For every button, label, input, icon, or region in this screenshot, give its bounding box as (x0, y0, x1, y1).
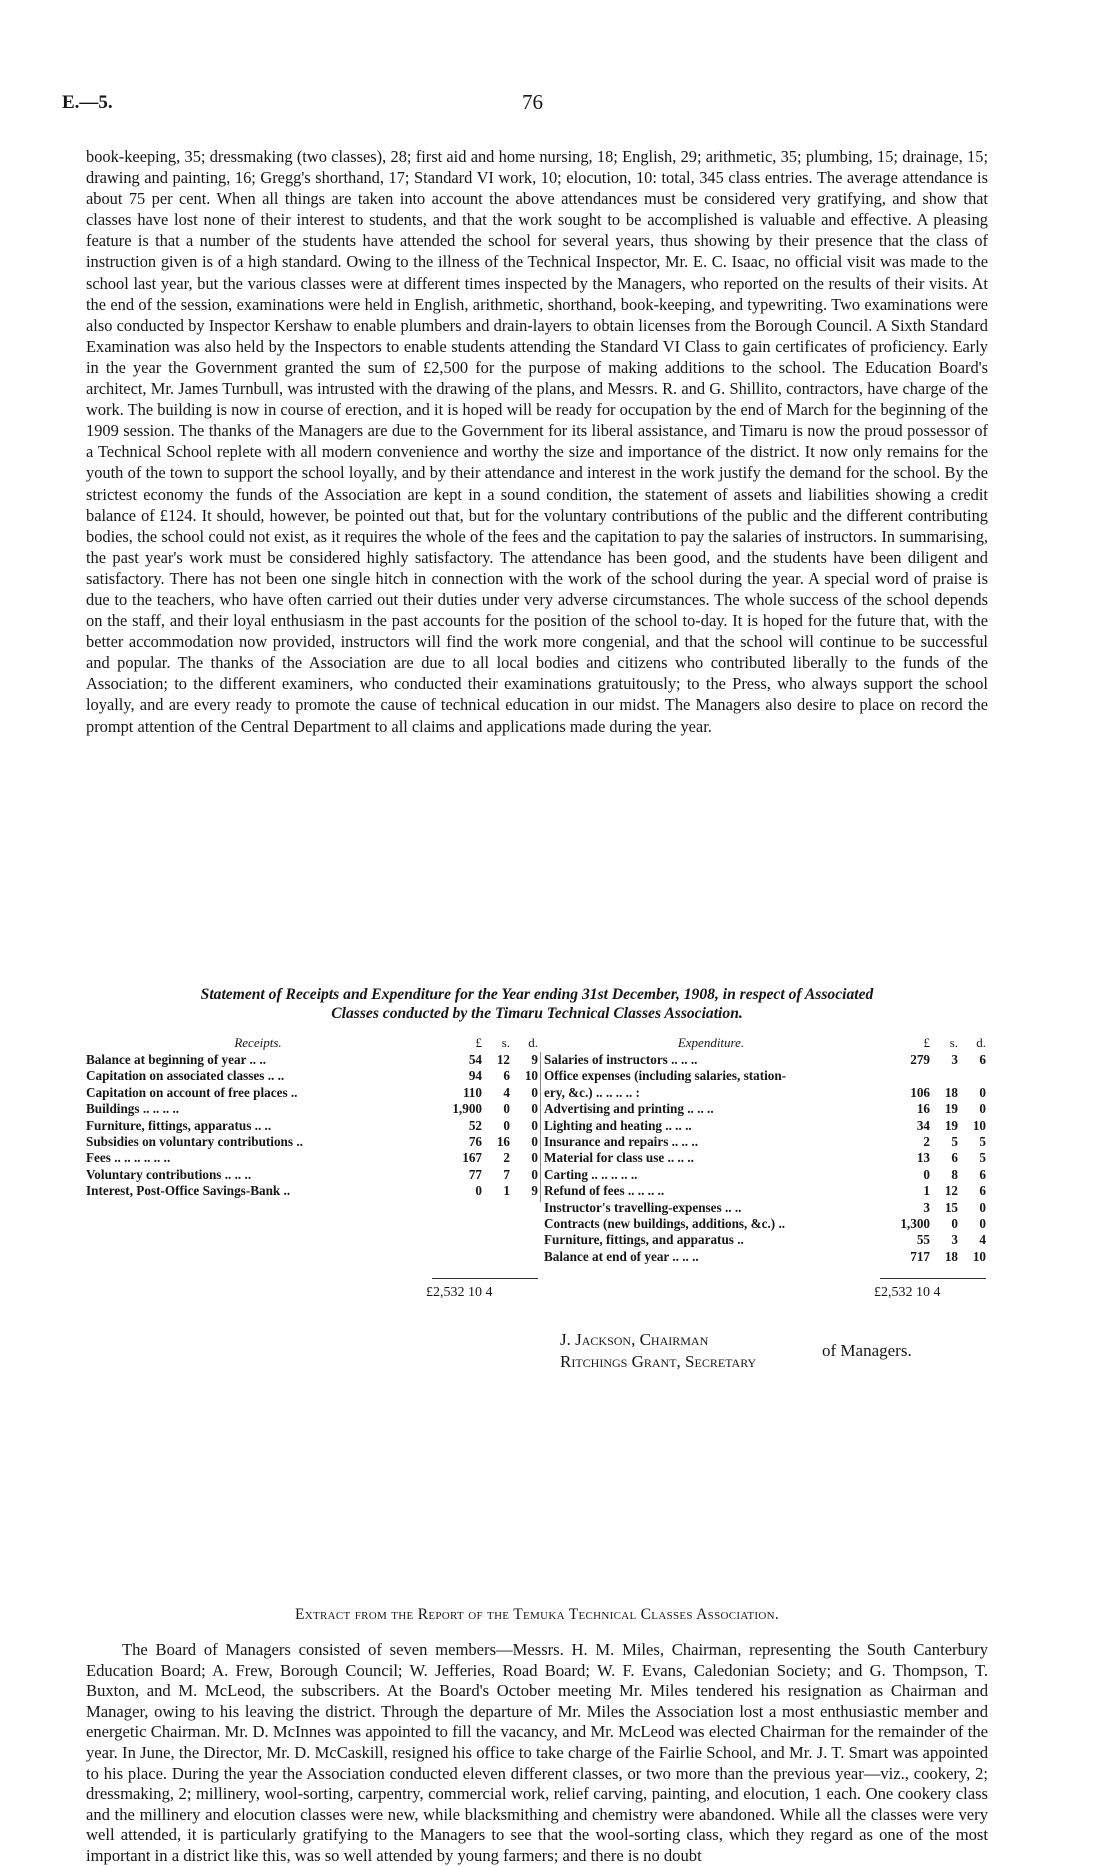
expenditure-pounds: 16 (916, 1101, 930, 1117)
expenditure-row (544, 1101, 988, 1117)
receipts-total: £2,532 10 4 (426, 1285, 493, 1300)
expenditure-shillings: 15 (944, 1199, 958, 1215)
receipts-amount (430, 1167, 540, 1183)
expenditure-amount (878, 1068, 988, 1084)
receipts-amount (430, 1134, 540, 1150)
expenditure-amount (878, 1183, 988, 1199)
receipts-shillings: 12 (496, 1052, 510, 1067)
expenditure-item-label: Office expenses (including salaries, station- (544, 1068, 787, 1084)
expenditure-pounds: 3 (923, 1199, 930, 1215)
receipts-pence: 0 (531, 1166, 538, 1182)
receipts-shillings: 2 (503, 1150, 510, 1166)
expenditure-item-label: Balance at end of year .. .. .. (544, 1248, 699, 1264)
expenditure-amount (878, 1232, 988, 1248)
receipts-item-label: Subsidies on voluntary contributions .. (86, 1133, 303, 1149)
receipts-item-label: Voluntary contributions .. .. .. (86, 1166, 252, 1182)
receipts-rows (86, 1052, 540, 1200)
expenditure-item-label: Furniture, fittings, and apparatus .. (544, 1232, 744, 1248)
expenditure-pounds: 2 (923, 1133, 930, 1149)
expenditure-item-label: Instructor's travelling-expenses .. .. (544, 1199, 742, 1215)
receipts-amount (430, 1101, 540, 1117)
receipts-shillings: 4 (503, 1084, 510, 1100)
expenditure-row (544, 1085, 988, 1101)
signature-chairman: J. Jackson, Chairman (560, 1330, 709, 1349)
expenditure-pounds (878, 1068, 930, 1084)
expenditure-amount (878, 1200, 988, 1216)
expenditure-pence: 10 (972, 1248, 986, 1264)
expenditure-amount (878, 1134, 988, 1150)
expenditure-shillings: 0 (951, 1215, 958, 1231)
expenditure-shillings: 18 (944, 1248, 958, 1264)
expenditure-item-label: Lighting and heating .. .. .. (544, 1117, 692, 1133)
expenditure-amount (878, 1101, 988, 1117)
receipts-amount (430, 1150, 540, 1166)
pounds-header: £ (475, 1035, 482, 1050)
pence-header: d. (528, 1035, 538, 1050)
receipts-row (86, 1167, 540, 1183)
receipts-amount (430, 1085, 540, 1101)
expenditure-pence: 4 (979, 1232, 986, 1248)
expenditure-row (544, 1118, 988, 1134)
receipts-pounds: 0 (475, 1183, 482, 1199)
expenditure-row (544, 1134, 988, 1150)
receipts-row (86, 1068, 540, 1084)
receipts-heading: Receipts. (234, 1035, 282, 1050)
receipts-pounds: 110 (462, 1084, 482, 1100)
expenditure-pence: 0 (979, 1215, 986, 1231)
receipts-shillings: 6 (503, 1068, 510, 1084)
receipts-row (86, 1101, 540, 1117)
page-number: 76 (522, 90, 543, 114)
signature-of-managers: of Managers. (822, 1341, 912, 1360)
expenditure-pounds: 717 (910, 1248, 930, 1264)
receipts-amount (430, 1052, 540, 1068)
expenditure-pence: 0 (979, 1084, 986, 1100)
expenditure-item-label: Refund of fees .. .. .. .. (544, 1183, 665, 1199)
receipts-item-label: Furniture, fittings, apparatus .. .. (86, 1117, 272, 1133)
receipts-pounds: 76 (468, 1133, 482, 1149)
table-divider (540, 1052, 541, 1202)
expenditure-item-label: Material for class use .. .. .. (544, 1150, 694, 1166)
receipts-row (86, 1085, 540, 1101)
signature-secretary: Ritchings Grant, Secretary (560, 1352, 757, 1371)
expenditure-table (544, 1035, 988, 1265)
expenditure-shillings: 19 (944, 1117, 958, 1133)
expenditure-header (544, 1035, 988, 1052)
expenditure-row (544, 1150, 988, 1166)
receipts-pounds: 167 (462, 1150, 482, 1166)
expenditure-pounds: 55 (916, 1232, 930, 1248)
expenditure-row (544, 1249, 988, 1265)
expenditure-total: £2,532 10 4 (874, 1285, 941, 1300)
expenditure-pence: 5 (979, 1150, 986, 1166)
expenditure-row (544, 1183, 988, 1199)
receipts-header (86, 1035, 540, 1052)
receipts-row (86, 1183, 540, 1199)
receipts-pence: 0 (531, 1150, 538, 1166)
expenditure-heading: Expenditure. (677, 1035, 745, 1050)
expenditure-amount (878, 1052, 988, 1068)
expenditure-pence: 6 (979, 1052, 986, 1067)
receipts-amount (430, 1183, 540, 1199)
receipts-amount (430, 1118, 540, 1134)
expenditure-pence: 6 (979, 1166, 986, 1182)
receipts-pence: 9 (531, 1183, 538, 1199)
expenditure-pounds: 279 (910, 1052, 930, 1067)
expenditure-rows (544, 1052, 988, 1265)
expenditure-shillings: 6 (951, 1150, 958, 1166)
expenditure-pence: 5 (979, 1133, 986, 1149)
page-header-code: E.—5. (62, 92, 113, 113)
receipts-item-label: Buildings .. .. .. .. (86, 1101, 180, 1117)
expenditure-amount (878, 1249, 988, 1265)
receipts-shillings: 1 (503, 1183, 510, 1199)
expenditure-pounds: 1,300 (900, 1215, 930, 1231)
expenditure-shillings (930, 1068, 958, 1084)
expenditure-item-label: ery, &c.) .. .. .. .. : (544, 1084, 640, 1100)
receipts-item-label: Fees .. .. .. .. .. .. (86, 1150, 171, 1166)
shillings-header: s. (501, 1035, 510, 1050)
currency-header (878, 1035, 988, 1052)
expenditure-pence: 0 (979, 1101, 986, 1117)
receipts-amount (430, 1068, 540, 1084)
receipts-pence: 9 (531, 1052, 538, 1067)
receipts-pence: 0 (531, 1101, 538, 1117)
expenditure-shillings: 3 (951, 1052, 958, 1067)
expenditure-shillings: 12 (944, 1183, 958, 1199)
expenditure-shillings: 8 (951, 1166, 958, 1182)
statement-title (86, 985, 988, 1023)
expenditure-row (544, 1068, 988, 1084)
statement-title-line-2: Classes conducted by the Timaru Technical Classes Association. (331, 1005, 743, 1022)
expenditure-pence: 10 (972, 1117, 986, 1133)
expenditure-pounds: 34 (916, 1117, 930, 1133)
expenditure-shillings: 19 (944, 1101, 958, 1117)
expenditure-pence (958, 1068, 986, 1084)
receipts-shillings: 16 (496, 1133, 510, 1149)
expenditure-amount (878, 1216, 988, 1232)
expenditure-item-label: Contracts (new buildings, additions, &c.) .. (544, 1215, 786, 1231)
expenditure-item-label: Carting .. .. .. .. .. (544, 1166, 638, 1182)
expenditure-row (544, 1216, 988, 1232)
receipts-pounds: 52 (468, 1117, 482, 1133)
receipts-pence: 0 (531, 1117, 538, 1133)
expenditure-amount (878, 1118, 988, 1134)
receipts-pounds: 94 (468, 1068, 482, 1084)
expenditure-pence: 0 (979, 1199, 986, 1215)
statement-title-line-1: Statement of Receipts and Expenditure for the Year ending 31st December, 1908, in respect of Associated (200, 986, 874, 1003)
receipts-table (86, 1035, 540, 1200)
expenditure-item-label: Salaries of instructors .. .. .. (544, 1052, 698, 1067)
receipts-pounds: 54 (468, 1052, 482, 1067)
expenditure-total-rule (880, 1278, 986, 1279)
expenditure-item-label: Insurance and repairs .. .. .. (544, 1133, 698, 1149)
receipts-row (86, 1134, 540, 1150)
pence-header: d. (976, 1035, 986, 1050)
expenditure-pence: 6 (979, 1183, 986, 1199)
expenditure-pounds: 0 (923, 1166, 930, 1182)
receipts-pence: 10 (524, 1068, 538, 1084)
expenditure-pounds: 106 (910, 1084, 930, 1100)
expenditure-pounds: 13 (916, 1150, 930, 1166)
expenditure-shillings: 3 (951, 1232, 958, 1248)
pounds-header: £ (923, 1035, 930, 1050)
receipts-item-label: Capitation on account of free places .. (86, 1084, 298, 1100)
expenditure-row (544, 1232, 988, 1248)
receipts-item-label: Interest, Post-Office Savings-Bank .. (86, 1183, 291, 1199)
expenditure-shillings: 18 (944, 1084, 958, 1100)
body-paragraph-1: book-keeping, 35; dressmaking (two classes), 28; first aid and home nursing, 18; English, 29; arithmetic, 35; plumbing, 15; drainage, 15; drawing and painting, 16; Gregg's shorthand, 17; Standard VI work, 10; elocution, 10: total, 345 class entries. The average attendance is about 75 per cent. When all things are taken into account the above attendances must be considered very gratifying, and show that classes have lost none of their interest to students, and that the work sought to be accomplished is valuable and effective. A pleasing feature is that a number of the students have attended the school for several years, thus showing by their presence that the class of instruction given is of a high standard. Owing to the illness of the Technical Inspector, Mr. E. C. Isaac, no official visit was made to the school last year, but the various classes were at different times inspected by the Managers, who reported on the results of their visits. At the end of the session, examinations were held in English, arithmetic, shorthand, book-keeping, and typewriting. Two examinations were also conducted by Inspector Kershaw to enable plumbers and drain-layers to obtain licenses from the Borough Council. A Sixth Standard Examination was also held by the Inspectors to enable students attending the Standard VI Class to gain certificates of proficiency. Early in the year the Government granted the sum of £2,500 for the purpose of making additions to the school. The Education Board's architect, Mr. James Turnbull, was intrusted with the drawing of the plans, and Messrs. R. and G. Shillito, contractors, have charge of the work. The building is now in course of erection, and it is hoped will be ready for occupation by the end of March for the beginning of the 1909 session. The thanks of the Managers are due to the Government for its liberal assistance, and Timaru is now the proud possessor of a Technical School replete with all modern convenience and worthy the size and importance of the district. It now only remains for the youth of the town to support the school loyally, and by their attendance and interest in the work justify the demand for the school. By the strictest economy the funds of the Association are kept in a sound condition, the statement of assets and liabilities showing a credit balance of £124. It should, however, be pointed out that, but for the voluntary contributions of the public and the different contributing bodies, the school could not exist, as it requires the whole of the fees and the capitation to pay the salaries of instructors. In summarising, the past year's work must be considered highly satisfactory. The attendance has been good, and the students have been diligent and satisfactory. There has not been one single hitch in connection with the work of the school during the year. A special word of praise is due to the teachers, who have often carried out their duties under very adverse circumstances. The whole success of the school depends on the staff, and their loyal enthusiasm in the past accounts for the position of the school to-day. It is hoped for the future that, with the better accommodation now provided, instructors will find the work more congenial, and that the school will continue to be successful and popular. The thanks of the Association are due to all local bodies and citizens who contributed liberally to the funds of the Association; to the different examiners, who conducted their examinations gratuitously; to the Press, who always support the school loyally, and are every ready to promote the cause of technical education in our midst. The Managers also desire to place on record the prompt attention of the Central Department to all claims and applications made during the year. (86, 147, 988, 736)
receipts-pounds: 77 (468, 1166, 482, 1182)
expenditure-row (544, 1200, 988, 1216)
body-paragraph-2: The Board of Managers consisted of seven members—Messrs. H. M. Miles, Chairman, representing the South Canterbury Education Board; A. Frew, Borough Council; W. Jefferies, Road Board; W. F. Evans, Caledonian Society; and G. Thompson, T. Buxton, and M. McLeod, the subscribers. At the Board's October meeting Mr. Miles tendered his resignation as Chairman and Manager, owing to his leaving the district. Through the departure of Mr. Miles the Association lost a most enthusiastic member and energetic Chairman. Mr. D. McInnes was appointed to fill the vacancy, and Mr. McLeod was elected Chairman for the remainder of the year. In June, the Director, Mr. D. McCaskill, resigned his office to take charge of the Fairlie School, and Mr. J. T. Smart was appointed to his place. During the year the Association conducted eleven different classes, or two more than the previous year—viz., cookery, 2; dressmaking, 2; millinery, wool-sorting, carpentry, commercial work, relief carving, painting, and elocution, 1 each. One cookery class and the millinery and elocution classes were new, while blacksmithing and chemistry were abandoned. While all the classes were very well attended, it is particularly gratifying to the Managers to see that the wool-sorting class, which they regard as one of the most important in a district like this, was so well attended by young farmers; and there is no doubt (86, 1640, 988, 1865)
receipts-shillings: 0 (503, 1117, 510, 1133)
receipts-pounds: 1,900 (452, 1101, 482, 1117)
receipts-shillings: 7 (503, 1166, 510, 1182)
expenditure-shillings: 5 (951, 1133, 958, 1149)
receipts-row (86, 1118, 540, 1134)
expenditure-pounds: 1 (923, 1183, 930, 1199)
receipts-pence: 0 (531, 1084, 538, 1100)
receipts-row (86, 1052, 540, 1068)
receipts-pence: 0 (531, 1133, 538, 1149)
receipts-shillings: 0 (503, 1101, 510, 1117)
receipts-row (86, 1150, 540, 1166)
expenditure-amount (878, 1167, 988, 1183)
receipts-item-label: Balance at beginning of year .. .. (86, 1052, 266, 1067)
expenditure-row (544, 1052, 988, 1068)
currency-header (430, 1035, 540, 1052)
extract-title: Extract from the Report of the Temuka Technical Classes Association. (294, 1606, 780, 1623)
expenditure-amount (878, 1085, 988, 1101)
expenditure-item-label: Advertising and printing .. .. .. (544, 1101, 714, 1117)
receipts-item-label: Capitation on associated classes .. .. (86, 1068, 285, 1084)
receipts-total-rule (432, 1278, 538, 1279)
shillings-header: s. (949, 1035, 958, 1050)
expenditure-amount (878, 1150, 988, 1166)
expenditure-row (544, 1167, 988, 1183)
